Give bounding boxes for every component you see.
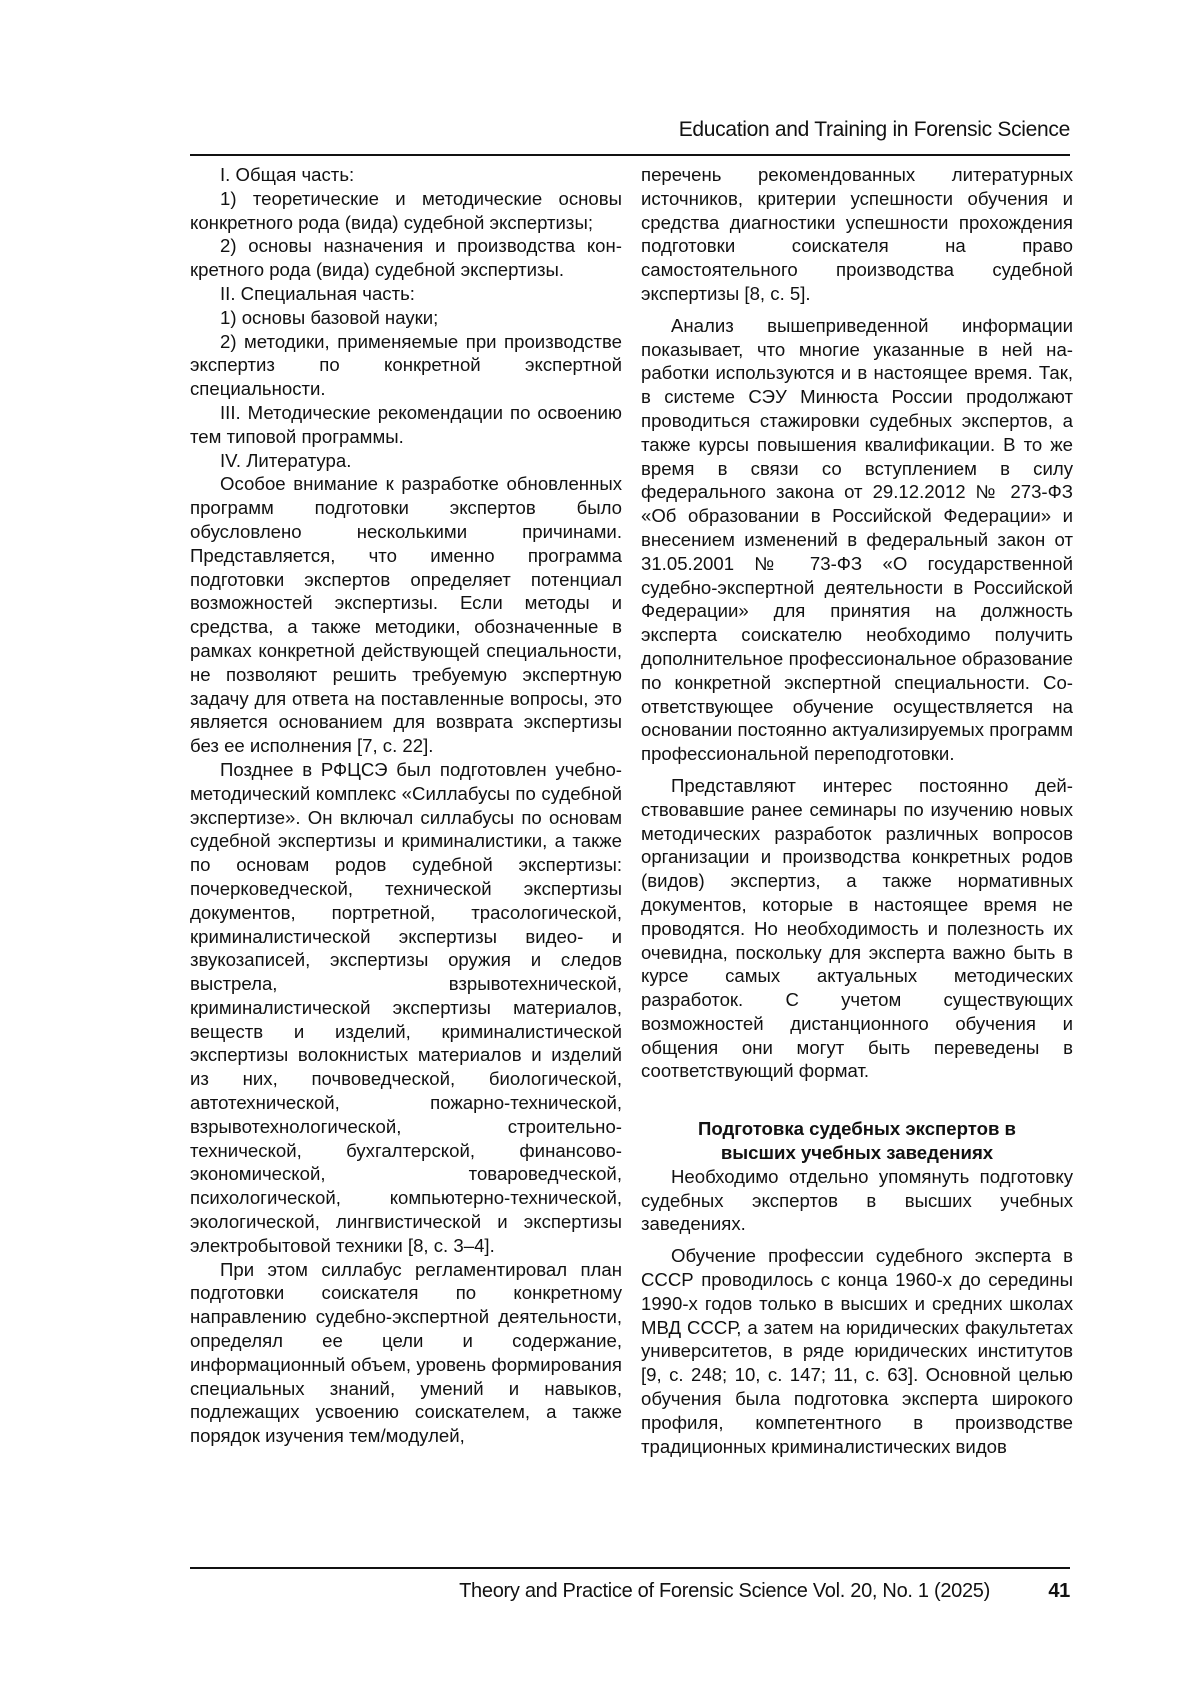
page-number: 41 (1048, 1580, 1070, 1602)
body-paragraph: 1) теоретические и методические основы конкретного рода (вида) судебной экспертизы; (190, 187, 622, 233)
body-paragraph: IV. Литература. (220, 449, 352, 471)
body-paragraph: При этом силлабус регламентировал план подготовки соискателя по конкретному направлению судебно-экспертной деятельности, определял ее цели и содержание, информационный объем, уровень формирования специальных знаний, умений и навыков, подлежащих усвоению соискателем, а также порядок изучения тем/модулей, (190, 1258, 622, 1447)
right-text-column (641, 163, 1073, 1458)
left-text-column (190, 163, 622, 1448)
body-paragraph: 2) основы назначения и производства конкретного рода (вида) судебной экспертизы. (190, 235, 622, 281)
body-paragraph: Необходимо отдельно упомянуть подготовку судебных экспертов в высших учебных заведениях. (641, 1165, 1073, 1235)
body-paragraph: 2) методики, применяемые при производстве экспертиз по конкретной экспертной специальности. (190, 330, 622, 400)
journal-citation: Theory and Practice of Forensic Science Vol. 20, No. 1 (2025) (459, 1580, 990, 1602)
body-paragraph: Особое внимание к разработке обновленных программ подготовки экспертов было обусловлено несколькими причинами. Представляется, что именно программа подготовки экспертов определяет потенциал возможностей экспертизы. Если методы и средства, а также методики, обозначенные в рамках конкретной действующей специальности, не позволяют решить требуемую экспертную задачу для ответа на поставленные вопросы, это является основанием для возврата экспертизы без ее исполнения [7, с. 22]. (190, 473, 622, 757)
section-heading: Подготовка судебных экспертов в высших учебных заведениях (698, 1118, 1016, 1164)
body-paragraph: Обучение профессии судебного эксперта в СССР проводилось с конца 1960-х до середины 1990-х годов только в высших и средних школах МВД СССР, а затем на юридических факультетах университетов, в ряде юридических институтов [9, с. 248; 10, с. 147; 11, с. 63]. Основной целью обучения была подготовка эксперта широкого профиля, компетентного в производстве традиционных криминалистических видов (641, 1245, 1073, 1457)
header-rule (190, 154, 1070, 156)
body-paragraph: Позднее в РФЦСЭ был подготовлен учебно-методический комплекс «Силлабусы по судебной экспертизе». Он включал силлабусы по основам судебной экспертизы и криминалистики, а также по основам родов судебной экспертизы: почерковедческой, технической экспертизы документов, портретной, трасологической, криминалистической экспертизы видео- и звукозаписей, экспертизы оружия и следов выстрела, взрывотехнической, криминалистической экспертизы материалов, веществ и изделий, криминалистической экспертизы волокнистых материалов и изделий из них, почвоведческой, биологической, автотехнической, пожарно-технической, взрывотехнологической, строительно-технической, бухгалтерской, финансово-экономической, товароведческой, психологической, компьютерно-технической, экологической, лингвистической и экспертизы электробытовой техники [8, с. 3–4]. (190, 758, 622, 1256)
body-paragraph: перечень рекомендованных литературных источников, критерии успешности обучения и средства диагностики успешности прохождения подготовки соискателя на право самостоятельного производства судебной экспертизы [8, с. 5]. (641, 164, 1073, 304)
body-paragraph: Представляют интерес постоянно действовавшие ранее семинары по изучению новых методических разработок различных вопросов организации и производства конкретных родов (видов) экспертиз, а также нормативных документов, которые в настоящее время не проводятся. Но необходимость и полезность их очевидна, поскольку для эксперта важно быть в курсе самых актуальных методических разработок. С учетом существующих возможностей дистанционного обучения и общения они могут быть переведены в соответствующий формат. (641, 774, 1073, 1082)
running-header-title: Education and Training in Forensic Science (678, 118, 1070, 141)
body-paragraph: III. Методические рекомендации по освоению тем типовой программы. (190, 401, 622, 447)
footer-rule (190, 1567, 1070, 1569)
body-paragraph: II. Специальная часть: (220, 282, 415, 304)
body-paragraph: 1) основы базовой науки; (220, 306, 439, 328)
body-paragraph: Анализ вышеприведенной информации показывает, что многие указанные в ней наработки используются и в настоящее время. Так, в системе СЭУ Минюста России продолжают проводиться стажировки судебных экспертов, а также курсы повышения квалификации. В то же время в связи со вступлением в силу федерального закона от 29.12.2012 № 273-ФЗ «Об образовании в Российской Федерации» и внесением изменений в федеральный закон от 31.05.2001 № 73-ФЗ «О государственной судебно-экспертной деятельности в Российской Федерации» для принятия на должность эксперта соискателю необходимо получить дополнительное профессиональное образование по конкретной экспертной специальности. Соответствующее обучение осуществляется на основании постоянно актуализируемых программ профессиональной переподготовки. (641, 314, 1073, 765)
body-paragraph: I. Общая часть: (220, 164, 355, 185)
